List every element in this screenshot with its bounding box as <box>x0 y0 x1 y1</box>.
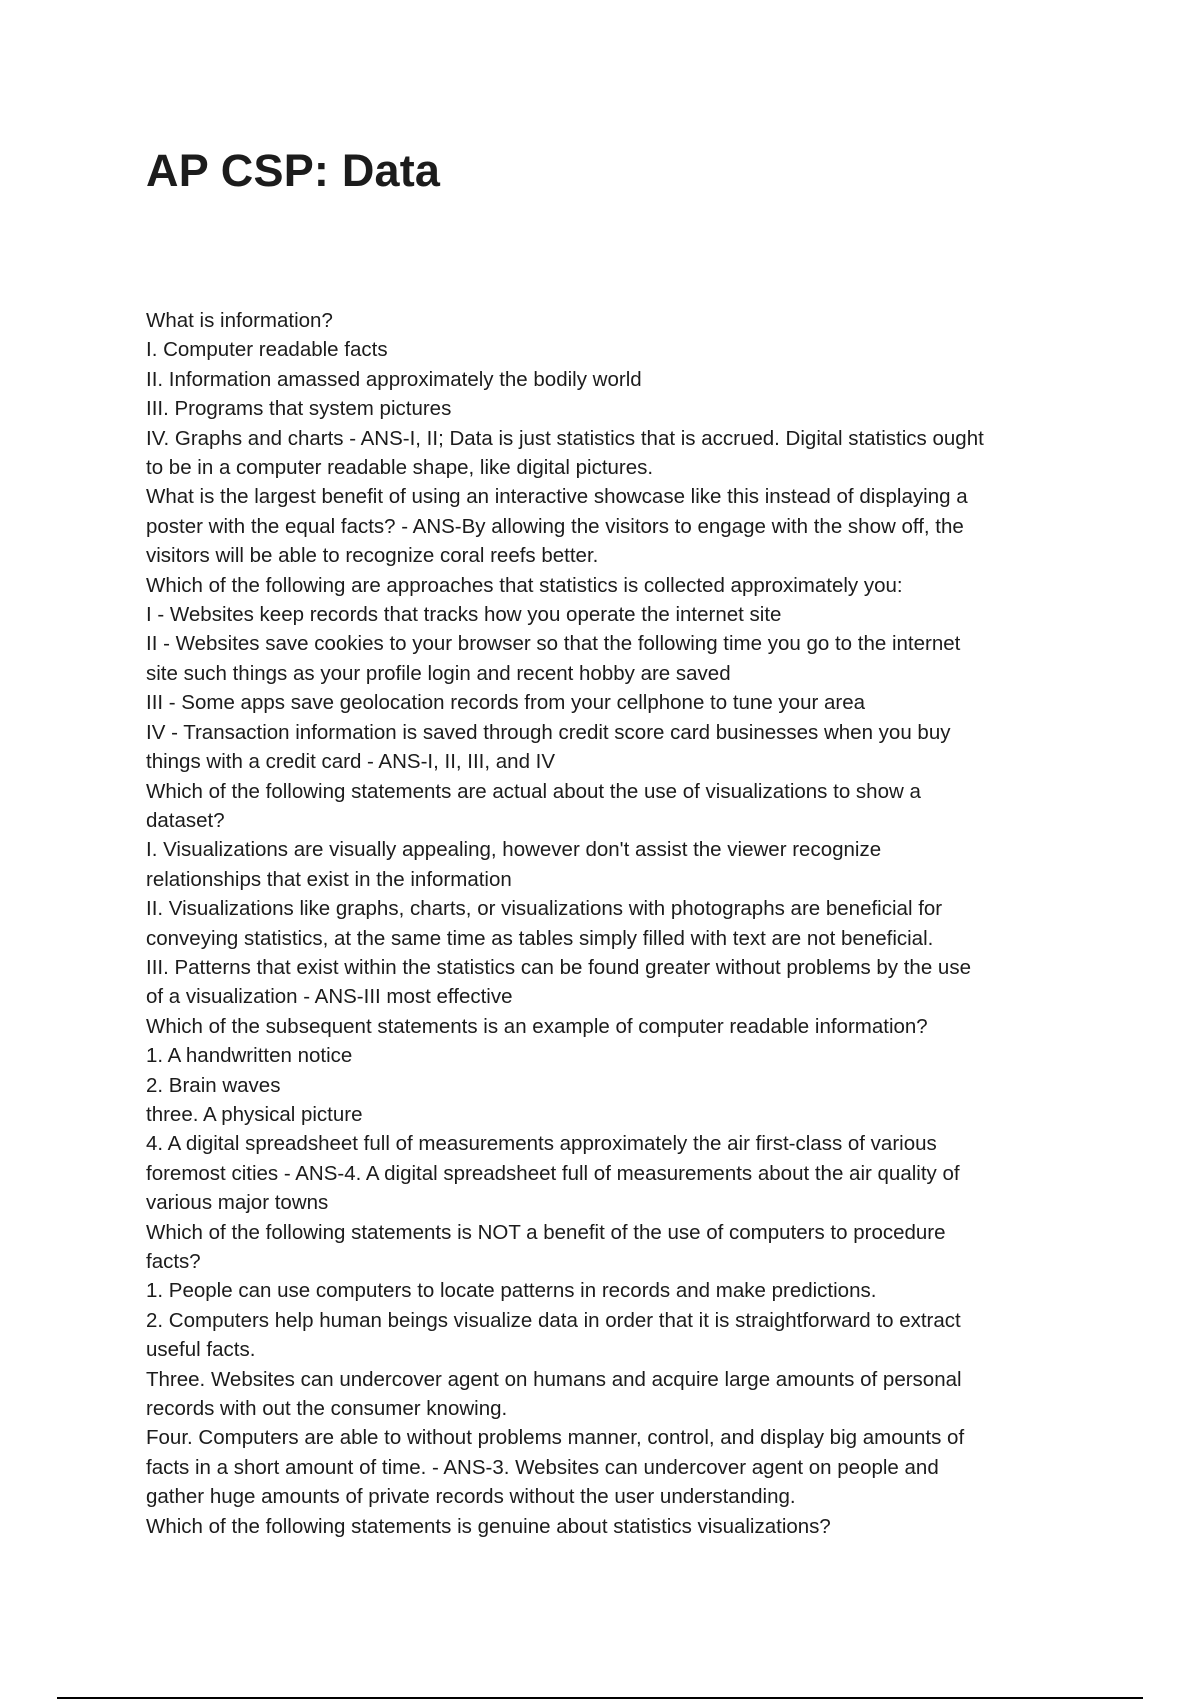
text-line: useful facts. <box>146 1338 256 1362</box>
text-line: Which of the following are approaches that statistics is collected approximately you: <box>146 573 903 597</box>
text-line: foremost cities - ANS-4. A digital spreadsheet full of measurements about the air quality of <box>146 1161 960 1185</box>
text-line: I - Websites keep records that tracks how you operate the internet site <box>146 603 782 627</box>
text-line: 2. Computers help human beings visualize data in order that it is straightforward to extract <box>146 1308 961 1332</box>
text-line: of a visualization - ANS-III most effective <box>146 985 513 1009</box>
text-line: Which of the following statements are actual about the use of visualizations to show a <box>146 779 921 803</box>
text-line: III. Patterns that exist within the statistics can be found greater without problems by the use <box>146 955 971 979</box>
text-line: IV. Graphs and charts - ANS-I, II; Data is just statistics that is accrued. Digital statistics ought <box>146 426 984 450</box>
text-line: Which of the subsequent statements is an example of computer readable information? <box>146 1014 928 1038</box>
text-line: to be in a computer readable shape, like digital pictures. <box>146 456 654 480</box>
document-body <box>146 306 1066 1541</box>
text-line: three. A physical picture <box>146 1102 363 1126</box>
text-line: III. Programs that system pictures <box>146 397 452 421</box>
text-line: 1. People can use computers to locate patterns in records and make predictions. <box>146 1279 877 1303</box>
page-title: AP CSP: Data <box>146 145 441 196</box>
text-line: Which of the following statements is genuine about statistics visualizations? <box>146 1514 831 1538</box>
text-line: things with a credit card - ANS-I, II, III, and IV <box>146 750 556 774</box>
text-line: I. Computer readable facts <box>146 338 388 362</box>
text-line: Three. Websites can undercover agent on humans and acquire large amounts of personal <box>146 1367 962 1391</box>
text-line: poster with the equal facts? - ANS-By allowing the visitors to engage with the show off, the <box>146 514 964 538</box>
text-line: various major towns <box>146 1191 329 1215</box>
text-line: Which of the following statements is NOT a benefit of the use of computers to procedure <box>146 1220 946 1244</box>
text-line: 1. A handwritten notice <box>146 1044 353 1068</box>
text-line: relationships that exist in the information <box>146 867 512 891</box>
text-line: What is the largest benefit of using an interactive showcase like this instead of displaying a <box>146 485 968 509</box>
text-line: II. Visualizations like graphs, charts, or visualizations with photographs are beneficial for <box>146 897 943 921</box>
text-line: records with out the consumer knowing. <box>146 1397 508 1421</box>
text-line: visitors will be able to recognize coral reefs better. <box>146 544 599 568</box>
text-line: 2. Brain waves <box>146 1073 281 1097</box>
text-line: Four. Computers are able to without problems manner, control, and display big amounts of <box>146 1426 965 1450</box>
page-bottom-divider <box>57 1697 1143 1699</box>
text-line: 4. A digital spreadsheet full of measurements approximately the air first-class of various <box>146 1132 937 1156</box>
text-line: gather huge amounts of private records without the user understanding. <box>146 1485 796 1509</box>
text-line: II - Websites save cookies to your browser so that the following time you go to the internet <box>146 632 961 656</box>
text-line: What is information? <box>146 309 333 332</box>
text-line: facts? <box>146 1250 201 1273</box>
text-line: site such things as your profile login and recent hobby are saved <box>146 661 731 685</box>
text-line: facts in a short amount of time. - ANS-3. Websites can undercover agent on people and <box>146 1455 939 1479</box>
text-line: III - Some apps save geolocation records from your cellphone to tune your area <box>146 691 866 715</box>
text-line: conveying statistics, at the same time as tables simply filled with text are not beneficial. <box>146 926 934 950</box>
text-line: dataset? <box>146 808 225 832</box>
text-line: I. Visualizations are visually appealing, however don't assist the viewer recognize <box>146 838 882 862</box>
text-line: IV - Transaction information is saved through credit score card businesses when you buy <box>146 720 951 744</box>
text-line: II. Information amassed approximately the bodily world <box>146 367 642 391</box>
